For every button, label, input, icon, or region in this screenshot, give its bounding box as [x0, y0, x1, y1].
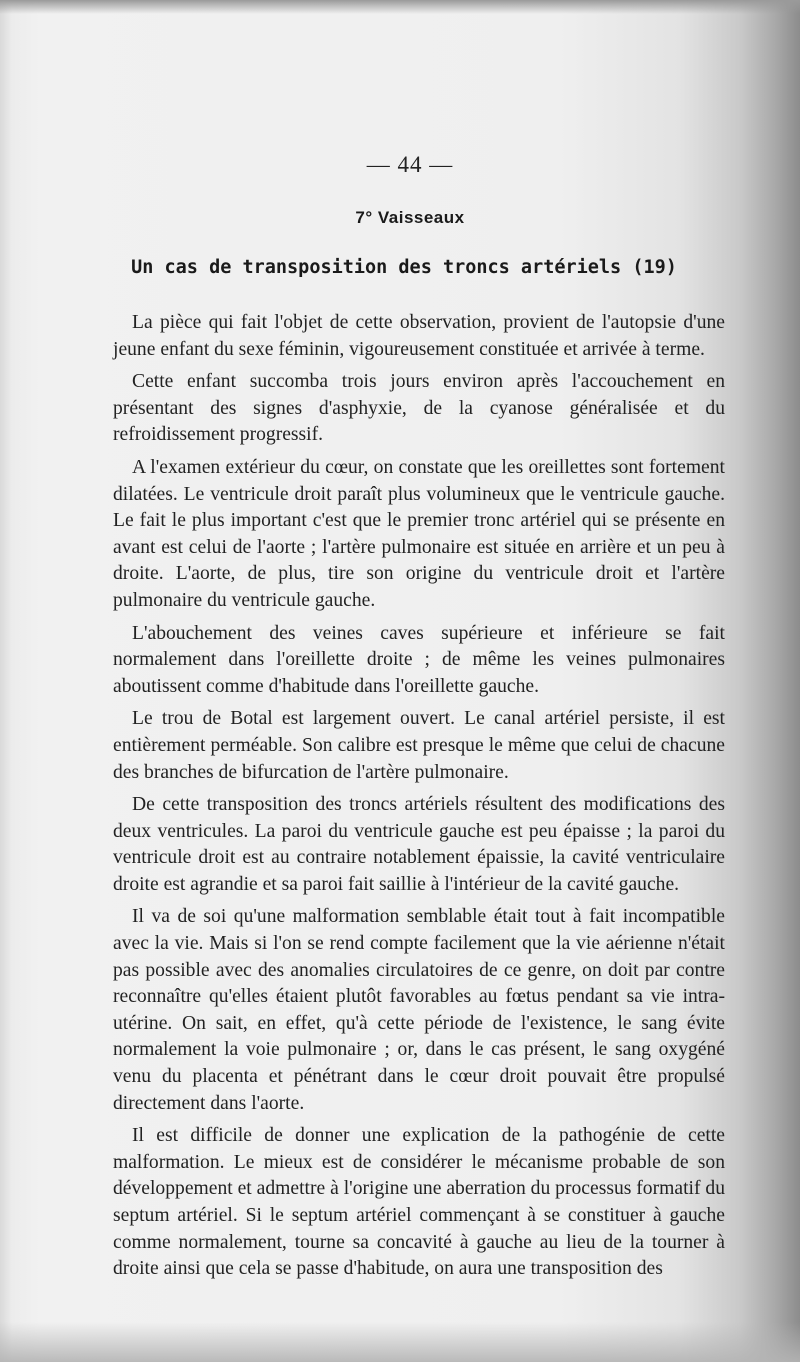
paragraph-examination: A l'examen extérieur du cœur, on constate que les oreillettes sont fortement dilatées. Le ventricule droit paraît plus volumineux que le ventricule gauche. Le fait le plus important c'est que le premier tronc artériel qui se présente en avant est celui de l'aorte ; l'artère pulmonaire est située en arrière et un peu à droite. L'aorte, de plus, tire son origine du ventricule droit et l'artère pulmonaire du ventricule gauche. [113, 456, 725, 611]
case-title: Un cas de transposition des troncs artériels (19) [131, 257, 677, 278]
paragraph-death: Cette enfant succomba trois jours environ après l'accouchement en présentant des signes d'asphyxie, de la cyanose généralisée et du refroidissement progressif. [113, 371, 725, 446]
body-text [113, 310, 725, 1289]
paragraph-incompatible: Il va de soi qu'une malformation semblable était tout à fait incompatible avec la vie. Mais si l'on se rend compte facilement que la vie aérienne n'était pas possible avec des anomalies circulatoires de ce genre, on doit par contre reconnaître qu'elles étaient plutôt favorables au fœtus pendant sa vie intra-utérine. On sait, en effet, qu'à cette période de l'existence, le sang évite normalement la voie pulmonaire ; or, dans le cas présent, le sang oxygéné venu du placenta et pénétrant dans le cœur droit pouvait être propulsé directement dans l'aorte. [113, 906, 725, 1114]
top-edge-shadow [0, 0, 800, 14]
page-number: — 44 — [366, 152, 454, 177]
bottom-edge-shadow [0, 1322, 800, 1362]
paragraph-autopsy: La pièce qui fait l'objet de cette observation, provient de l'autopsie d'une jeune enfant du sexe féminin, vigoureusement constituée et arrivée à terme. [113, 312, 725, 360]
paragraph-ventricles: De cette transposition des troncs artériels résultent des modifications des deux ventricules. La paroi du ventricule gauche est peu épaisse ; la paroi du ventricule droit est au contraire notablement épaissie, la cavité ventriculaire droite est agrandie et sa paroi fait saillie à l'intérieur de la cavité gauche. [113, 794, 725, 895]
paragraph-botal: Le trou de Botal est largement ouvert. Le canal artériel persiste, il est entièrement perméable. Son calibre est presque le même que celui de chacune des branches de bifurcation de l'artère pulmonaire. [113, 708, 725, 783]
paragraph-veins: L'abouchement des veines caves supérieure et inférieure se fait normalement dans l'oreillette droite ; de même les veines pulmonaires aboutissent comme d'habitude dans l'oreillette gauche. [113, 622, 725, 697]
section-heading: 7° Vaisseaux [355, 208, 465, 227]
paragraph-pathogeny: Il est difficile de donner une explication de la pathogénie de cette malformation. Le mieux est de considérer le mécanisme probable de son développement et admettre à l'origine une aberration du processus formatif du septum artériel. Si le septum artériel commençant à se constituer à gauche comme normalement, tourne sa concavité à gauche au lieu de la tourner à droite ainsi que cela se passe d'habitude, on aura une transposition des [113, 1125, 725, 1280]
